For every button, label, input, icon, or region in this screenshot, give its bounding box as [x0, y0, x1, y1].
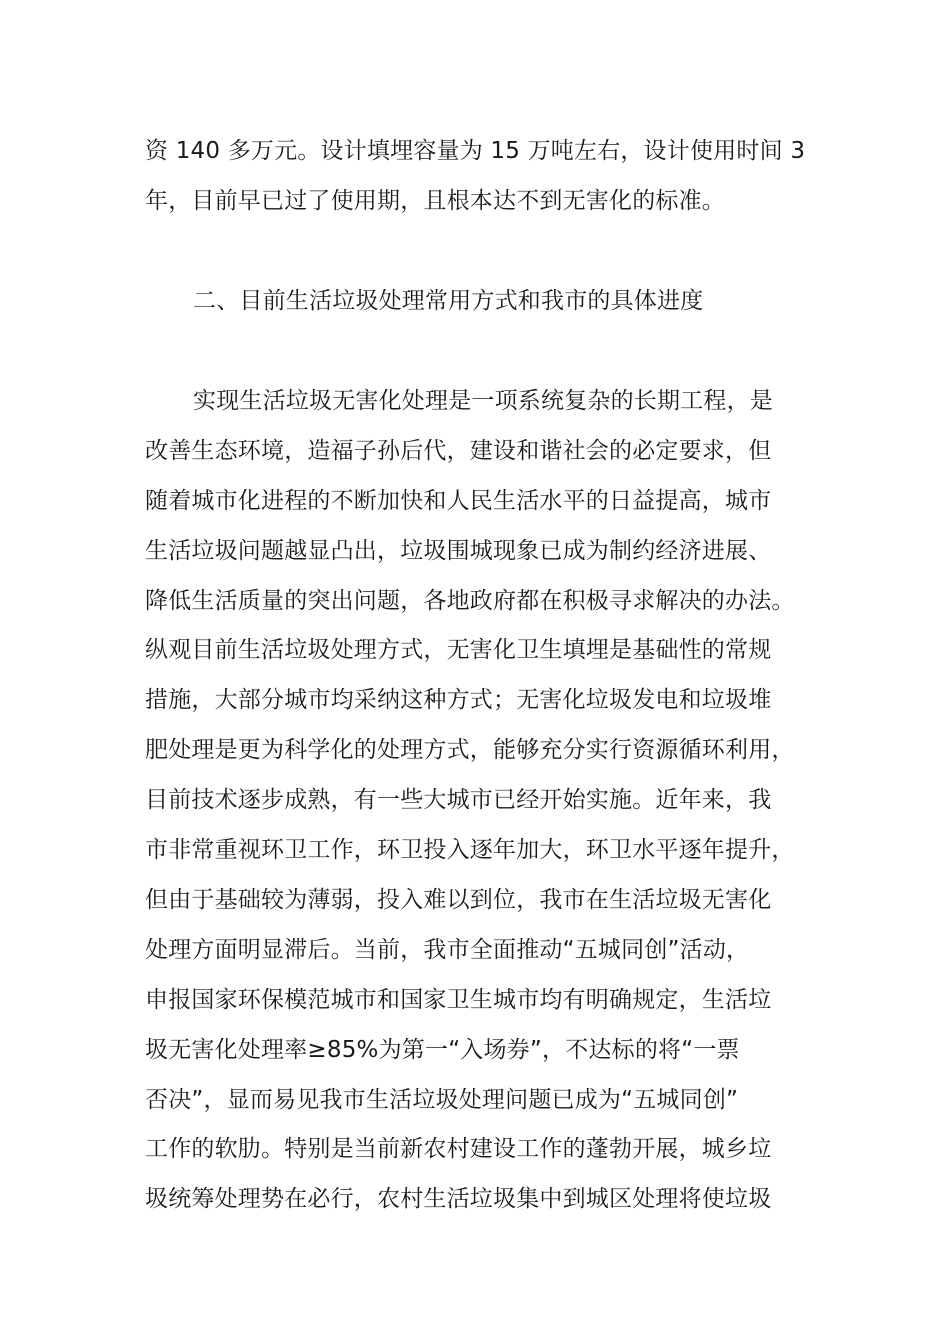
paragraph-line: 否决”，显而易见我市生活垃圾处理问题已成为“五城同创”: [145, 1087, 739, 1113]
paragraph-line: 工作的软肋。特别是当前新农村建设工作的蓬勃开展，城乡垃: [145, 1136, 772, 1162]
section-heading: 二、目前生活垃圾处理常用方式和我市的具体进度: [193, 288, 704, 314]
paragraph-line: 市非常重视环卫工作，环卫投入逐年加大，环卫水平逐年提升，: [145, 837, 795, 863]
paragraph-line: 但由于基础较为薄弱，投入难以到位，我市在生活垃圾无害化: [145, 887, 772, 913]
paragraph-line: 肥处理是更为科学化的处理方式，能够充分实行资源循环利用，: [145, 737, 795, 763]
paragraph-line: 改善生态环境，造福子孙后代，建设和谐社会的必定要求，但: [145, 438, 772, 464]
paragraph-line: 措施，大部分城市均采纳这种方式；无害化垃圾发电和垃圾堆: [145, 687, 772, 713]
paragraph-line: 目前技术逐步成熟，有一些大城市已经开始实施。近年来，我: [145, 787, 772, 813]
paragraph-line: 圾无害化处理率≥85%为第一“入场券”，不达标的将“一票: [145, 1037, 740, 1063]
paragraph-line: 纵观目前生活垃圾处理方式，无害化卫生填埋是基础性的常规: [145, 637, 772, 663]
paragraph-line: 处理方面明显滞后。当前，我市全面推动“五城同创”活动，: [145, 937, 750, 963]
paragraph-line: 资 140 多万元。设计填埋容量为 15 万吨左右，设计使用时间 3: [145, 138, 806, 164]
paragraph-line: 申报国家环保模范城市和国家卫生城市均有明确规定，生活垃: [145, 987, 772, 1013]
paragraph-line: 随着城市化进程的不断加快和人民生活水平的日益提高，城市: [145, 488, 772, 514]
paragraph-line: 降低生活质量的突出问题，各地政府都在积极寻求解决的办法。: [145, 588, 795, 614]
paragraph-line: 圾统筹处理势在必行，农村生活垃圾集中到城区处理将使垃圾: [145, 1186, 772, 1212]
paragraph-line: 实现生活垃圾无害化处理是一项系统复杂的长期工程，是: [193, 388, 773, 414]
paragraph-line: 年，目前早已过了使用期，且根本达不到无害化的标准。: [145, 188, 725, 214]
paragraph-line: 生活垃圾问题越显凸出，垃圾围城现象已成为制约经济进展、: [145, 538, 772, 564]
